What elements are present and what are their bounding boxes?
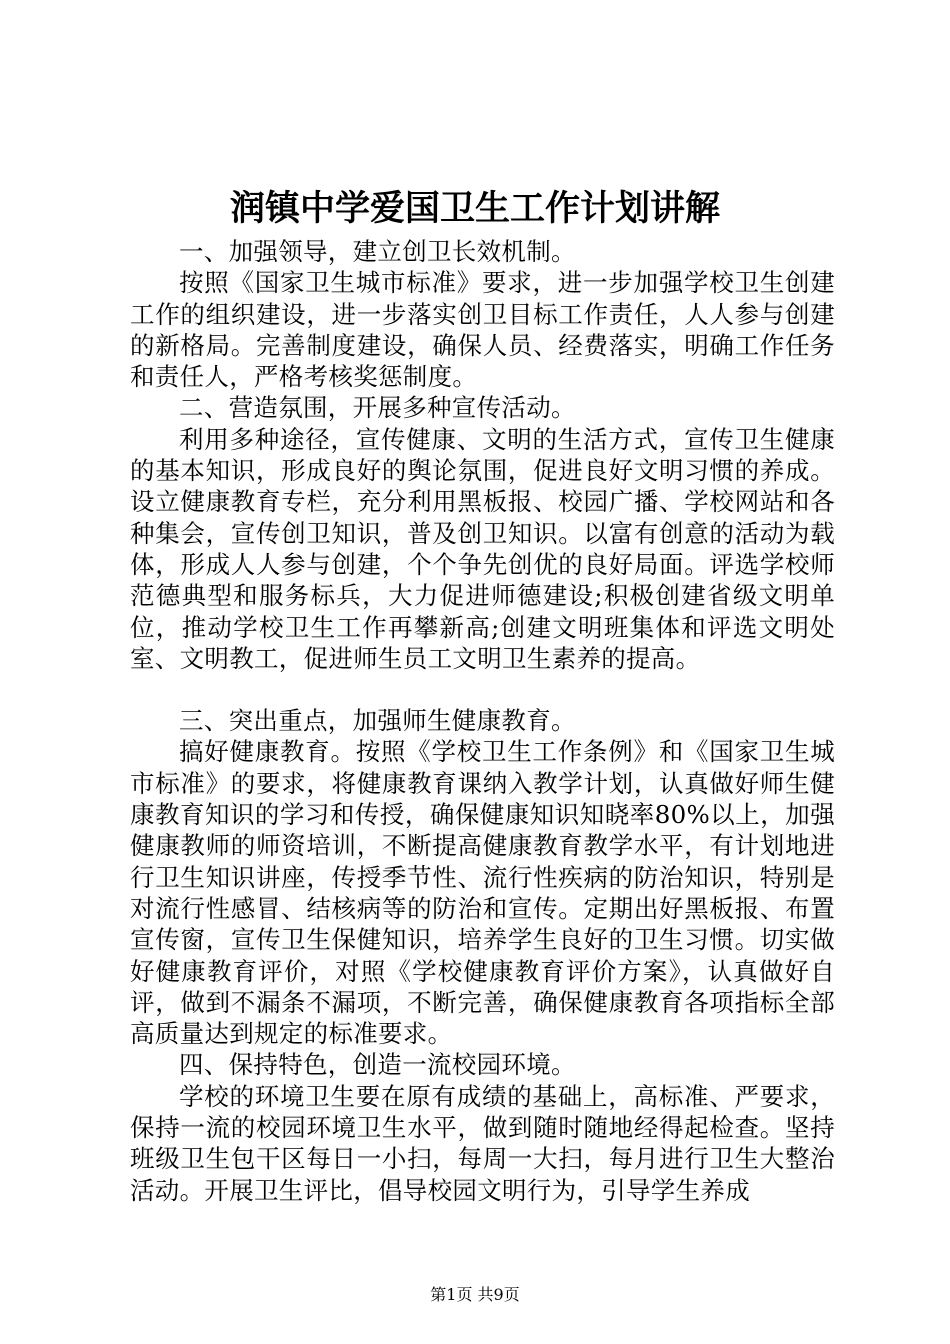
paragraph-1: 按照《国家卫生城市标准》要求，进一步加强学校卫生创建工作的组织建设，进一步落实创卫目标工作责任，人人参与创建的新格局。完善制度建设，确保人员、经费落实，明确工作任务和责任人，严格考核奖惩制度。	[130, 268, 835, 392]
document-body	[130, 236, 835, 1206]
section-heading-4: 四、保持特色，创造一流校园环境。	[179, 1050, 576, 1080]
section-heading-2: 二、营造氛围，开展多种宣传活动。	[179, 393, 576, 423]
paragraph-4: 学校的环境卫生要在原有成绩的基础上，高标准、严要求，保持一流的校园环境卫生水平，做到随时随地经得起检查。坚持班级卫生包干区每日一小扫，每周一大扫，每月进行卫生大整治活动。开展卫生评比，倡导校园文明行为，引导学生养成	[130, 1081, 835, 1205]
section-heading-1: 一、加强领导，建立创卫长效机制。	[179, 237, 576, 266]
section-heading-3: 三、突出重点，加强师生健康教育。	[179, 706, 576, 736]
document-title: 润镇中学爱国卫生工作计划讲解	[229, 189, 720, 229]
page-footer: 第1页 共9页	[430, 1285, 520, 1304]
paragraph-3: 搞好健康教育。按照《学校卫生工作条例》和《国家卫生城市标准》的要求，将健康教育课纳入教学计划，认真做好师生健康教育知识的学习和传授，确保健康知识知晓率80%以上，加强健康教师的师资培训，不断提高健康教育教学水平，有计划地进行卫生知识讲座，传授季节性、流行性疾病的防治知识，特别是对流行性感冒、结核病等的防治和宣传。定期出好黑板报、布置宣传窗，宣传卫生保健知识，培养学生良好的卫生习惯。切实做好健康教育评价，对照《学校健康教育评价方案》，认真做好自评，做到不漏条不漏项，不断完善，确保健康教育各项指标全部高质量达到规定的标准要求。	[130, 737, 835, 1049]
paragraph-2: 利用多种途径，宣传健康、文明的生活方式，宣传卫生健康的基本知识，形成良好的舆论氛围，促进良好文明习惯的养成。设立健康教育专栏，充分利用黑板报、校园广播、学校网站和各种集会，宣传创卫知识，普及创卫知识。以富有创意的活动为载体，形成人人参与创建，个个争先创优的良好局面。评选学校师范德典型和服务标兵，大力促进师德建设;积极创建省级文明单位，推动学校卫生工作再攀新高;创建文明班集体和评选文明处室、文明教工，促进师生员工文明卫生素养的提高。	[130, 424, 835, 673]
